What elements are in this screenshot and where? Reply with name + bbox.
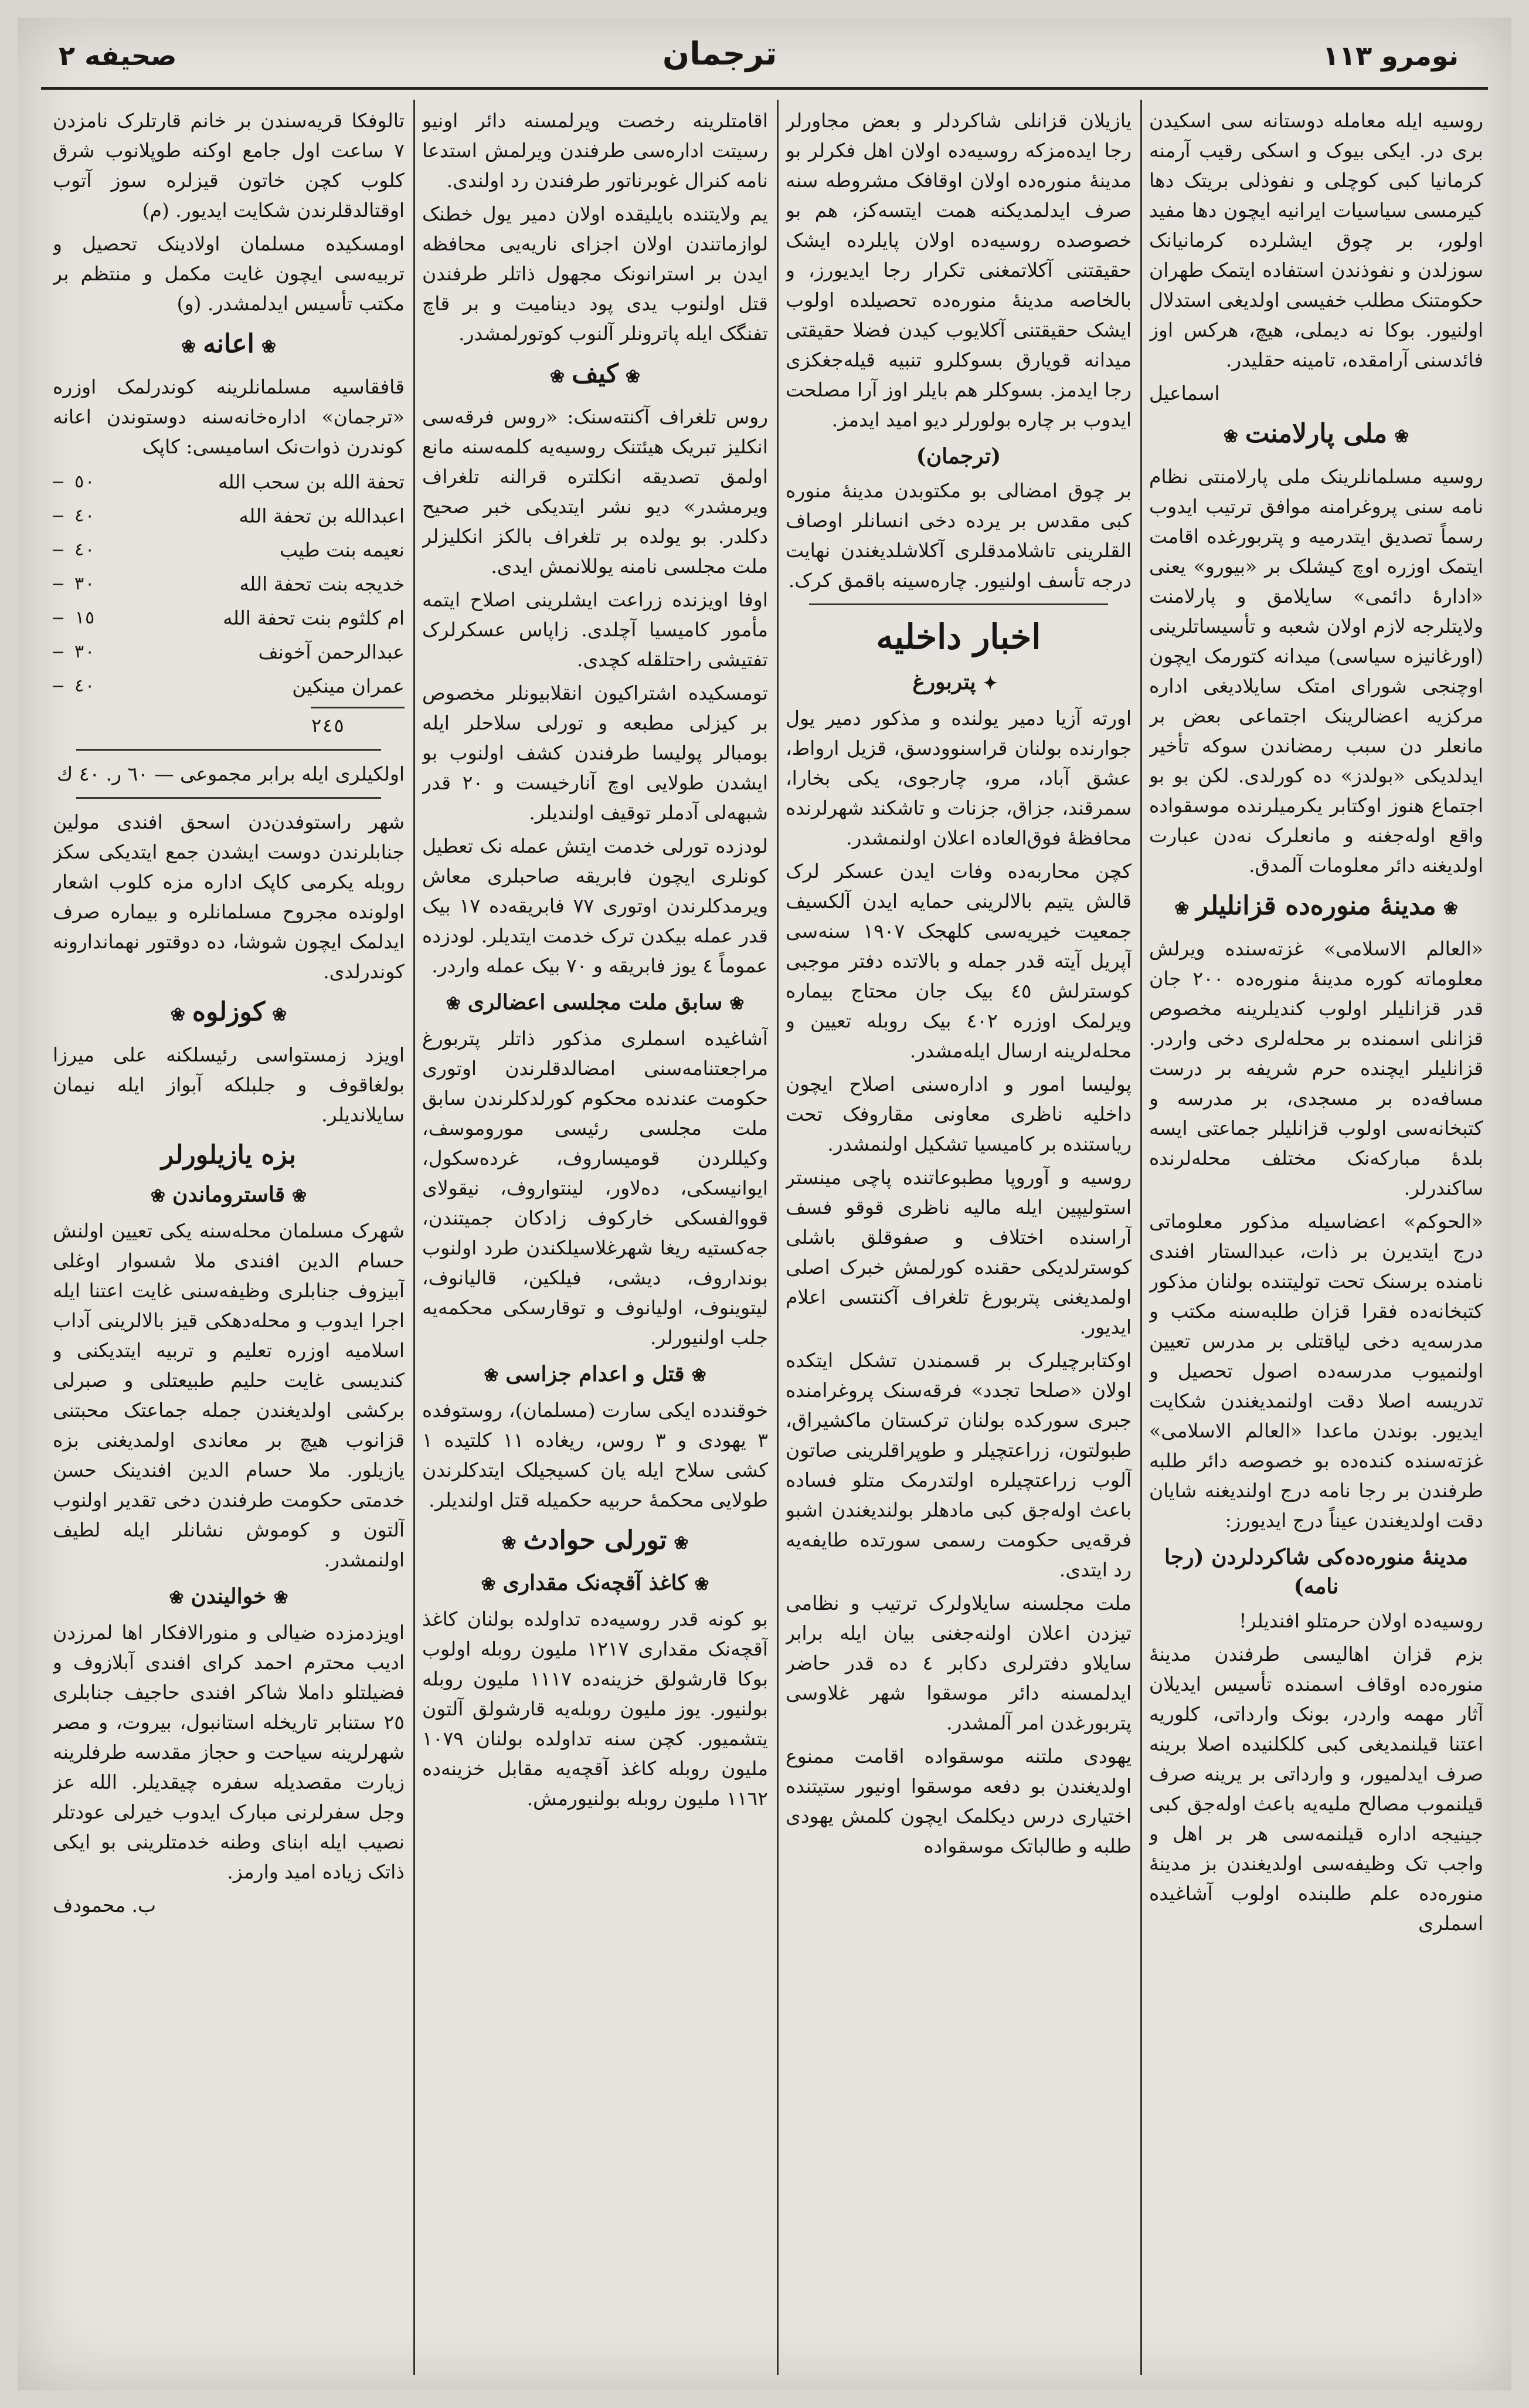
ornament-icon: ❀ bbox=[501, 1533, 517, 1554]
ornament-icon: ❀ bbox=[261, 337, 276, 357]
ornament-icon: ❀ bbox=[446, 993, 461, 1014]
section-heading: اخبار داخلیه bbox=[876, 617, 1041, 657]
ornament-icon: ❀ bbox=[481, 1574, 496, 1595]
ornament-icon: ❀ bbox=[1394, 426, 1409, 447]
ornament-icon: ❀ bbox=[273, 1588, 288, 1608]
ornament-icon: ❀ bbox=[169, 1588, 184, 1608]
section-heading: ❀ملی پارلامنت❀ bbox=[1149, 416, 1483, 455]
article-paragraph: ملت مجلسنه سایلاولرک ترتیب و نظامی تیزدن اعلان اولنه‌جغنی بیان ایله برابر سایلاو دفترلری دکابر ٤ ده قدر حاضر ایدلمسنه دائر موسقوا شهر غلاوسی پتربورغدن امر آلمشدر. bbox=[786, 1592, 1132, 1734]
ornament-icon: ❀ bbox=[1443, 898, 1458, 919]
column-3 bbox=[422, 106, 768, 2369]
newspaper-page bbox=[18, 18, 1511, 2390]
article-paragraph: تالوفکا قریه‌سندن بر خانم قارتلرک نامزدن ٧ ساعت اول جامع اوکنه طوپلانوب شرق کلوب کچن خاتون قیزلره سوز آتوب اوقتالدقلرندن شکایت ایدیور. (م) bbox=[53, 109, 405, 222]
separator bbox=[76, 749, 381, 751]
article-paragraph: بزم قزان اهالیسی طرفندن مدینهٔ منوره‌ده اوقاف اسمنده تأسیس ایدیلان آثار مهمه واردر، بونک وارداتی، کلوریه اعتنا قیلنمدیغی کبی کلکلنیده اصلا برینه صرف ایدلمیور، و وارداتی بر یرینه صرف قیلنموب مصالح ملیه‌یه باعث اوله‌جق کبی جینیجه اداره قیلنمه‌سی هر بر اهل و واجب تک وظیفه‌سی اولدیغندن بز مدینهٔ منوره‌ده علم طلبنده اولوب آشاغیده اسملری bbox=[1149, 1643, 1483, 1935]
article-paragraph: لودزده تورلی خدمت ایتش عمله نک تعطیل کونلری ایچون فابریقه صاحبلری معاش ویرمدکلرندن اوتوری ٧٧ فابریقه‌ده ١٧ بیک قدر عمله بیکدن ترک خدمت ایتدیلر. لودزده عموماً ٤ یوز فابریقه و ٧٠ بیک عمله واردر. bbox=[422, 835, 768, 977]
subsection-heading: ❀قتل و اعدام جزاسی❀ bbox=[422, 1359, 768, 1390]
article-paragraph: پولیسا امور و اداره‌سنی اصلاح ایچون داخلیه ناظری معاونی مقاروفک تحت ریاستنده بر کامیسیا تشکیل اولنمشدر. bbox=[786, 1073, 1132, 1155]
donor-row: تحفة الله بن سحب الله — ٥٠ bbox=[53, 470, 405, 493]
donor-list bbox=[53, 465, 405, 703]
ornament-icon: ❀ bbox=[691, 1365, 706, 1386]
section-heading: ❀تورلی حوادث❀ bbox=[422, 1523, 768, 1561]
donor-row: ام کلثوم بنت تحفة الله — ١٥ bbox=[53, 606, 405, 629]
column-divider bbox=[777, 100, 779, 2375]
article-paragraph: تومسکیده اشتراکیون انقلابیونلر مخصوص بر کیزلی مطبعه و تورلی سلاحلر ایله بومبالر پولیسا طرفندن کشف اولنوب بو ایشدن طولایی اوچ آنارخیست و ٢٠ قدر شبهه‌لی آدملر توقیف اولندیلر. bbox=[422, 681, 768, 824]
article-paragraph: آشاغیده اسملری مذکور ذاتلر پتربورغ مراجعتنامه‌سنی امضالدقلرندن اوتوری حکومت عندنده محکوم کورلدکلرندن سابق ملت مجلسی رئیسی موروموسف، وکیللردن قومیساروف، غرده‌سکول، ایوانیسکی، ده‌لاور، لینتواروف، نیقولای قووالفسکی خارکوف زادکان جمیتندن، جه‌کستیه ریغا شهرغلاسیلکندن طرد اولنوب بونداروف، دیشی، فیلکین، قالیانوف، لیتوینوف، اولیانوف و توقارسکی محکمه‌یه جلب اولنیورلر. bbox=[422, 1027, 768, 1349]
subsection-heading: ✦پتربورغ bbox=[786, 667, 1132, 698]
column-2 bbox=[786, 106, 1132, 2369]
article-paragraph: یازیلان قزانلی شاکردلر و بعض مجاورلر رجا ایده‌مزکه روسیه‌ده اولان اهل فکرلر بو مدینهٔ منوره‌ده اولان اوقافک مشروطه سنه صرف ایدلمدیکنه همت ایتسه‌کز، هم بو خصوصده روسیه‌ده اولان پایلرده ایشک حقیقتنی آکلاتمغنی تکرار رجا ایدیورز، و بالخاصه مدینهٔ منوره‌ده تحصیلده اولوب ایشک حقیقتنی آکلایوب کیدن فضلا حقیقتی میدانه قویارق بسوکلرو تنبیه قیله‌جغکزی رجا ایدمز. بسوکلر هم بایلر اوز آرا مصلحت ایدوب بر چاره بولورلر دیو امید ایدمز. bbox=[786, 109, 1132, 431]
ornament-icon: ❀ bbox=[150, 1186, 165, 1206]
column-divider bbox=[413, 100, 415, 2375]
subsection-heading: ❀خوالیندن❀ bbox=[53, 1582, 405, 1613]
separator bbox=[76, 797, 381, 799]
article-paragraph: بر چوق امضالی بو مکتوبدن مدینهٔ منوره کبی مقدس بر یرده دخی انسانلر اوصاف القلرینی تاشلامدقلری آکلاشلدیغندن نهایت درجه تأسف اولنیور. چاره‌سینه باقمق کرک. bbox=[786, 479, 1132, 592]
article-paragraph: شهر راستوفدن‌دن اسحق افندی مولین جنابلرندن دوست ایشدن جمع ایتدیکی سکز روبله یکرمی کاپک اداره مزه کلوب اشعار اولونده مجروح مسلمانلره و بیماره صرف ایدلمک ایچون شوشا، ده دوقتور نهماندارونه کوندرلدی. bbox=[53, 810, 405, 983]
ornament-icon: ❀ bbox=[674, 1533, 689, 1554]
article-paragraph: شهرک مسلمان محله‌سنه یکی تعیین اولنش حسام الدین افندی ملا شسوار اوغلی آبیزوف جنابلری وظیفه‌سنی غایت اعتنا ایله اجرا ایدوب و محله‌دهکی قیز بالالرینی آداب اسلامیه اوزره تعلیم و تربیه ایتدیکنی و کندیسی غایت حلیم طبیعتلی و صبرلی برکشی اولدیغندن جمله جماعتک محبتنی قزانوب هیچ بر معاندی اولمدیغنی بزه یازیلور. ملا حسام الدین افندینک حسن خدمتی حکومت طرفندن دخی تقدیر اولنوب آلتون و کوموش نشانلر ایله لطیف اولنمشدر. bbox=[53, 1219, 405, 1571]
ornament-icon: ❀ bbox=[729, 993, 745, 1014]
ornament-icon: ❀ bbox=[694, 1574, 709, 1595]
article-paragraph: اورته آزیا دمیر یولنده و مذکور دمیر یول جوارنده بولنان قراسنوودسق، قزیل ارواط، عشق آباد، مرو، چارجوی، یکی بخارا، سمرقند، جزاق، جزنات و تاشکند شهرلرنده محافظهٔ فوق‌العاده اعلان اولنمشدر. bbox=[786, 707, 1132, 849]
ornament-icon: ❀ bbox=[272, 1005, 287, 1025]
section-heading: ❀مدینهٔ منوره‌ده قزانلیلر❀ bbox=[1149, 888, 1483, 927]
article-paragraph: اقامتلرینه رخصت ویرلمسنه دائر اونیو رسیتت اداره‌سی طرفندن ویرلمش استدعا نامه کنرال غوبرناتور طرفندن رد اولندی. bbox=[422, 109, 768, 192]
article-paragraph: «الحوکم» اعضاسیله مذکور معلوماتی درج ایتدیرن بر ذات، عبدالستار افندی نامنده برسنک تحت تولیتنده بولنان مذکور کتبخانه‌ده فقرا قزان طلبه‌سنه مکتب و مدرسه‌یه دخی لیاقتلی بر مدرس تعیین اولنمیوب مدرسه‌ده اصول تحصیل و تدریسه اصلا دقت اولنمدیغندن شکایت ایدیور. بوندن ماعدا «العالم الاسلامی» غزته‌سنده کنده‌ده بو خصوصه دائر طلبه طرفندن بر رجا نامه درج اولندیغنه شایان دقت اولدیغندن عیناً درج ایدیورز: bbox=[1149, 1210, 1483, 1532]
separator bbox=[809, 603, 1108, 605]
header-rule bbox=[41, 87, 1488, 90]
ornament-icon: ❀ bbox=[170, 1005, 185, 1025]
article-paragraph: یهودی ملتنه موسقواده اقامت ممنوع اولدیغندن بو دفعه موسقوا اونیور ستیتنده اختیاری درس دیکلمک ایچون کلمش یهودی طلبه و طالباتک موسقواده bbox=[786, 1745, 1132, 1857]
article-paragraph: روس تلغراف آکنته‌سنک: «روس فرقه‌سی انکلیز تبریک هیئتنک روسیه‌یه کلمه‌سنه مانع اولمق تصدیقه انکلتره قرالنه تلغراف ویرمشدر» دیو نشر ایتدیکی خبر صحیح دکلدر. بو یولده بر تلغراف بالکز انکلیزلر ملت مجلسی نامنه یوللانمش ایدی. bbox=[422, 405, 768, 578]
article-paragraph: بو کونه قدر روسیه‌ده تداولده بولنان کاغذ آقچه‌نک مقداری ١٢١٧ ملیون روبله اولوب بوکا قارشولق خزینه‌ده ١١١٧ ملیون روبله بولنیور. یوز ملیون روبله‌یه قارشولق آلتون یتشمیور. کچن سنه تداولده بولنان ١٠٧٩ ملیون روبله کاغذ آقچه‌یه مقابل خزینه‌ده ١١٦٢ ملیون روبله بولنیورمش. bbox=[422, 1607, 768, 1810]
article-paragraph: روسیه ایله معامله دوستانه سی اسکیدن بری در. ایکی بیوک و اسکی رقیب آرمنه کرمانیا کبی کوچلی و نفوذلی بریتک دها کیرمسی سیاسیات ایرانیه ایچون دها مفید اولور، بر چوق ایشلرده کرمانیانک سوزلدن و نفوذندن استفاده ایتمک طهران حکومتنک مطلب خفیسی اولدیغی استدلال اولنیور. بوکا نه دیملی، هیچ، هرکس اوز فائدسنی آرامقده، تامینه حقلیدر. bbox=[1149, 109, 1483, 371]
issue-number: نومرو ١١٣ bbox=[1322, 40, 1459, 72]
newspaper-title: ترجمان bbox=[662, 35, 777, 72]
column-divider bbox=[1140, 100, 1142, 2375]
ornament-icon: ❀ bbox=[484, 1365, 499, 1386]
ornament-icon: ❀ bbox=[625, 367, 641, 387]
ornament-icon: ❀ bbox=[181, 337, 196, 357]
subsection-heading: ❀کاغذ آقچه‌نک مقداری❀ bbox=[422, 1568, 768, 1599]
article-paragraph: یم ولایتنده بایلیقده اولان دمیر یول خطنک لوازماتندن اولان اجزای ناریه‌یی محافظه ایدن بر استرانونک مجهول ذاتلر طرفندن قتل اولنوب یدی پود دینامیت و بر قاچ تفنگک ایله پاترونلر آلنوب کوتورلمشدر. bbox=[422, 202, 768, 345]
ornament-icon: ❀ bbox=[549, 367, 565, 387]
section-heading: بزه یازیلورلر bbox=[161, 1140, 297, 1170]
column-4 bbox=[53, 106, 405, 2369]
article-paragraph: روسیه و آوروپا مطبوعاتنده پاچی مینستر استولیپین ایله مالیه ناظری قوقو فسف آراسنده اختلاف و صفوقلق باشلی کوسترلدیکی حقنده کورلمش خبرک اصلی اولمدیغنی پتربورغ تلغراف آکنتسی اعلام ایدیور. bbox=[786, 1166, 1132, 1338]
article-paragraph: روسیه مسلمانلرینک ملی پارلامنتی نظام نامه سنی پروغرامنه موافق ترتیب ایدوب رسماً تصدیق ایتدرمیه و پتربورغده اقامت ایتمک اوزره اوچ کیشلک بر «بیورو» یعنی «ادارهٔ دائمی» سایلامق و پارلامنت ولایتلرجه لازم اولان شعبه و تأسیساتلرینی (اورغانیزه سیاسی) میدانه کتورمک ایچون اوچنجی شورای امتک سایلادیغی اداره مرکزیه اعضالرینک اجتماعی بعض بر مانعلر دن سبب رمضاندن سوکه تأخیر ایدلدیکی «بولدز» ده کورلدی. لکن بو بو اجتماع هنوز اوکتابر یکرمیلرنده موسقواده واقع اوله‌جغنه و مانعلرک نه‌دن عبارت اولدیغنه دائر معلومات آلمدق. bbox=[1149, 465, 1483, 877]
article-paragraph: اویزدمزده ضیالی و منورالافکار اها لمرزدن ادیب محترم احمد کرای افندی آبلازوف و فضیلتلو داملا شاکر افندی حاجیف جنابلری ٢٥ ستنابر تاریخله استانبول، بیروت، و مصر شهرلرینه سیاحت و حجاز مقدسه طرفلرینه زیارت مقصدیله سفره چیقدیلر. الله عز وجل سفرلرنی مبارک ایدوب خیرلی عودتلر نصیب ایله ابنای وطنه خدمتلرینی بو ایکی ذاتک زیاده امید وارمز. bbox=[53, 1621, 405, 1883]
subsection-heading: ❀قاستروماندن❀ bbox=[53, 1180, 405, 1211]
article-paragraph: قافقاسیه مسلمانلرینه کوندرلمک اوزره «ترجمان» اداره‌خانه‌سنه دوستوندن اعانه کوندرن ذوات‌نک اسامیسی: کاپک bbox=[53, 375, 405, 458]
section-heading: ❀کوزلوه❀ bbox=[53, 995, 405, 1033]
donor-row: عمران مینکین — ٤٠ bbox=[53, 674, 405, 697]
section-heading: ❀اعانه❀ bbox=[53, 327, 405, 365]
article-paragraph: اوکتابرچیلرک بر قسمندن تشکل ایتکده اولان «صلحا تجدد» فرقه‌سنک پروغرامنده جبری سورکده بولنان ترکستان ماکشیراق، طبولتون، زراعتچیلر و طوپراقلرینی صاتون آلوب زراعتچیلره اولتدرمک متلو فساده باعث اوله‌جق کبی مادهلر بولندیغندن اشبو فرقه‌یی حکومت رسمی سورتده طایفه‌یه رد ایتدی. bbox=[786, 1349, 1132, 1581]
ornament-icon: ❀ bbox=[1174, 898, 1190, 919]
article-paragraph: روسیه‌ده اولان حرمتلو افندیلر! bbox=[1239, 1609, 1483, 1632]
page-header bbox=[18, 22, 1511, 93]
section-heading: مدینهٔ منوره‌ده‌کی شاکردلردن (رجا نامه) bbox=[1164, 1545, 1469, 1599]
article-paragraph: خوقندده ایکی سارت (مسلمان)، روستوفده ٣ یهودی و ٣ روس، ریغاده ١١ کلتیده ١ کشی سلاح ایله یان کسیجیلک ایتدکلرندن طولایی محکمهٔ حربیه حکمیله قتل اولندیلر. bbox=[422, 1399, 768, 1511]
article-paragraph: اومسکیده مسلمان اولادینک تحصیل و تربیه‌سی ایچون غایت مکمل و منتظم بر مکتب تأسیس ایدلمشدر. (و) bbox=[53, 232, 405, 315]
signature: ب. محمودف bbox=[53, 1894, 157, 1917]
section-heading: ❀کیف❀ bbox=[422, 357, 768, 395]
article-paragraph: اویزد زمستواسی رئیسلکنه علی میرزا بولغاقوف و جلبلکه آبواز ایله نیمان سایلاندیلر. bbox=[53, 1043, 405, 1126]
article-paragraph: «العالم الاسلامی» غزته‌سنده ویرلش معلوماته کوره مدینهٔ منوره‌ده ٢٠٠ جان قدر قزانلیلر اولوب کندیلرینه مخصوص قزانلی اسمنده بر محله‌لری دخی واردر. قزانلیلر ایچنده حرم شریفه بر درست مسافه‌ده بر مسجدی، بر مدرسه و کتبخانه‌سی اولوب قزانلیلر جماعتی ایسه بلدهٔ مبارکه‌نک مختلف محله‌لرنده ساکندرلر. bbox=[1149, 937, 1483, 1199]
article-paragraph: اوفا اویزنده زراعت ایشلرینی اصلاح ایتمه مأمور کامیسیا آچلدی. زاپاس عسکرلرک تفتیشی راحتلقله کچدی. bbox=[422, 588, 768, 671]
page-number: صحیفه ۲ bbox=[59, 40, 177, 72]
article-paragraph: کچن محاربه‌ده وفات ایدن عسکر لرک قالش یتیم بالالرینی حمایه ایدن آلکسیف جمعیت خیریه‌سی کلهجک ١٩٠٧ سنه‌سی آپریل آیته قدر جمله و بالاتده دفتر موجبی کوسترلش ٤٥ بیک جان محتاج بیماره ویرلمک اوزره ٤٠٢ بیک روبله تعیین و محله‌لرینه ارسال ایله‌مشدر. bbox=[786, 860, 1132, 1062]
donor-row: خدیجه بنت تحفة الله — ٣٠ bbox=[53, 572, 405, 595]
column-1 bbox=[1149, 106, 1483, 2369]
ornament-icon: ❀ bbox=[1223, 426, 1238, 447]
subsection-heading: ❀سابق ملت مجلسی اعضالری❀ bbox=[422, 988, 768, 1019]
article-paragraph: اولکیلری ایله برابر مجموعی — ٦٠ ر. ٤٠ ك bbox=[57, 762, 405, 785]
signature: (ترجمان) bbox=[916, 444, 1001, 469]
ornament-icon: ✦ bbox=[983, 673, 998, 694]
ornament-icon: ❀ bbox=[292, 1186, 307, 1206]
donor-row: عبدالرحمن آخونف — ٣٠ bbox=[53, 640, 405, 663]
signature: اسماعیل bbox=[1149, 382, 1220, 405]
donor-row: نعیمه بنت طیب — ٤٠ bbox=[53, 538, 405, 561]
donor-row: اعبدالله بن تحفة الله — ٤٠ bbox=[53, 504, 405, 527]
donation-total: ٢٤٥ bbox=[311, 707, 405, 741]
